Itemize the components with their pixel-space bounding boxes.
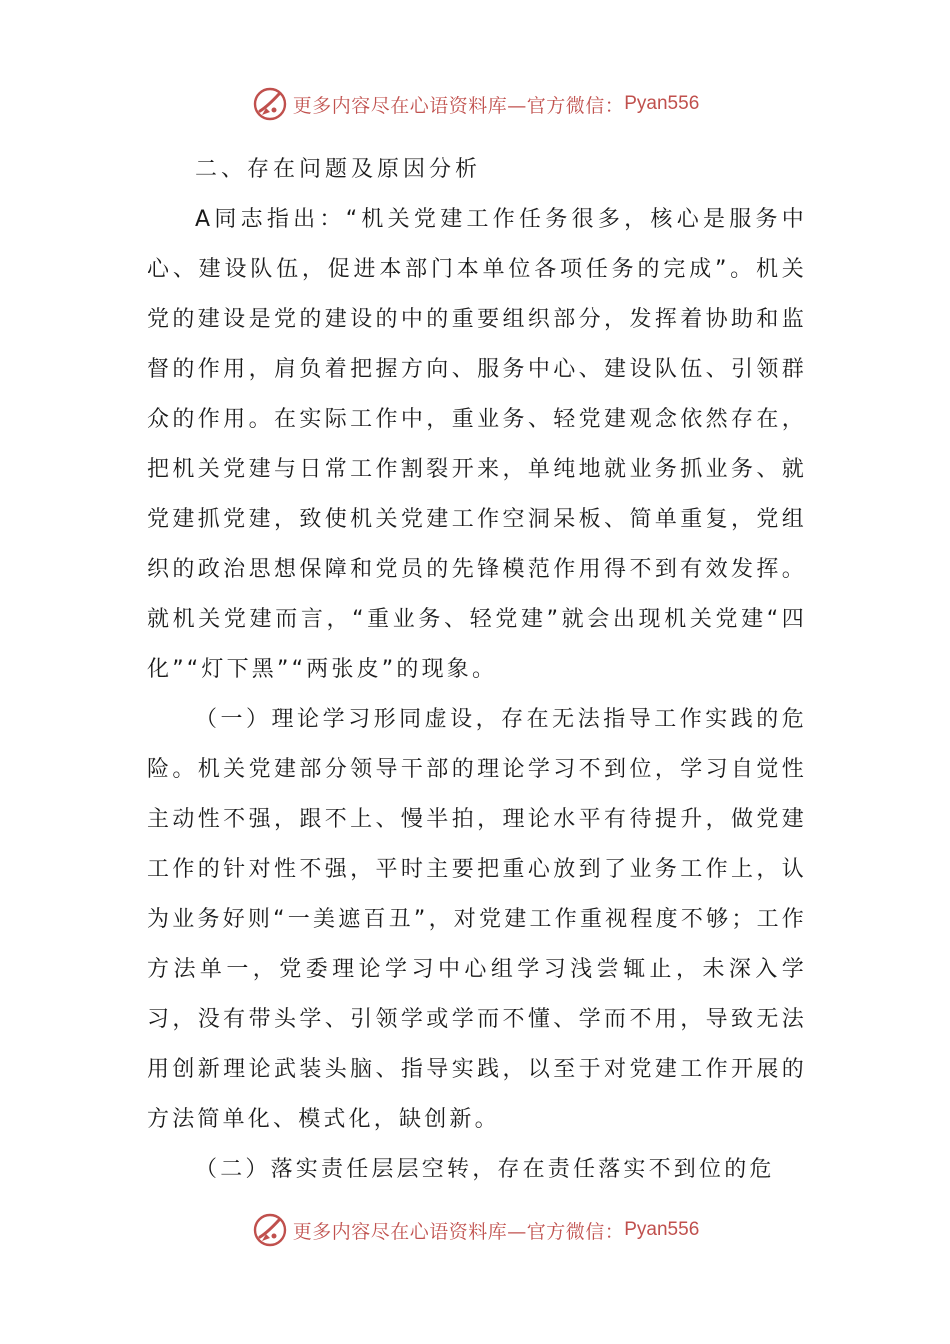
watermark-text: 更多内容尽在心语资料库—官方微信：: [292, 1220, 625, 1243]
section-heading: 二、存在问题及原因分析: [195, 157, 482, 182]
paragraph-theory-study: （一）理论学习形同虚设，存在无法指导工作实践的危险。机关党建部分领导干部的理论学习不到位，学习自觉性主动性不强，跟不上、慢半拍，理论水平有待提升，做党建工作的针对性不强，平时主要把重心放到了业务工作上，认为业务好则“一美遮百丑”，对党建工作重视程度不够；工作方法单一，党委理论学习中心组学习浅尝辄止，未深入学习，没有带头学、引领学或学而不懂、学而不用，导致无法用创新理论武装头脑、指导实践，以至于对党建工作开展的方法简单化、模式化，缺创新。: [147, 707, 807, 1132]
watermark-handle: Pyan556: [624, 1219, 700, 1240]
paragraph-responsibility: （二）落实责任层层空转，存在责任落实不到位的危: [195, 1157, 775, 1182]
watermark-handle: Pyan556: [624, 93, 700, 114]
watermark-text: 更多内容尽在心语资料库—官方微信：: [292, 94, 625, 117]
paragraph-intro: A同志指出：“机关党建工作任务很多，核心是服务中心、建设队伍，促进本部门本单位各项任务的完成”。机关党的建设是党的建设的中的重要组织部分，发挥着协助和监督的作用，肩负着把握方向、服务中心、建设队伍、引领群众的作用。在实际工作中，重业务、轻党建观念依然存在，把机关党建与日常工作割裂开来，单纯地就业务抓业务、就党建抓党建，致使机关党建工作空洞呆板、简单重复，党组织的政治思想保障和党员的先锋模范作用得不到有效发挥。就机关党建而言，“重业务、轻党建”就会出现机关党建“四化”“灯下黑”“两张皮”的现象。: [147, 207, 807, 682]
document-body: [147, 145, 807, 1195]
watermark-banner-top: [0, 82, 950, 126]
pen-logo-icon: [251, 85, 289, 123]
pen-logo-icon: [251, 1211, 289, 1249]
watermark-banner-bottom: [0, 1208, 950, 1252]
